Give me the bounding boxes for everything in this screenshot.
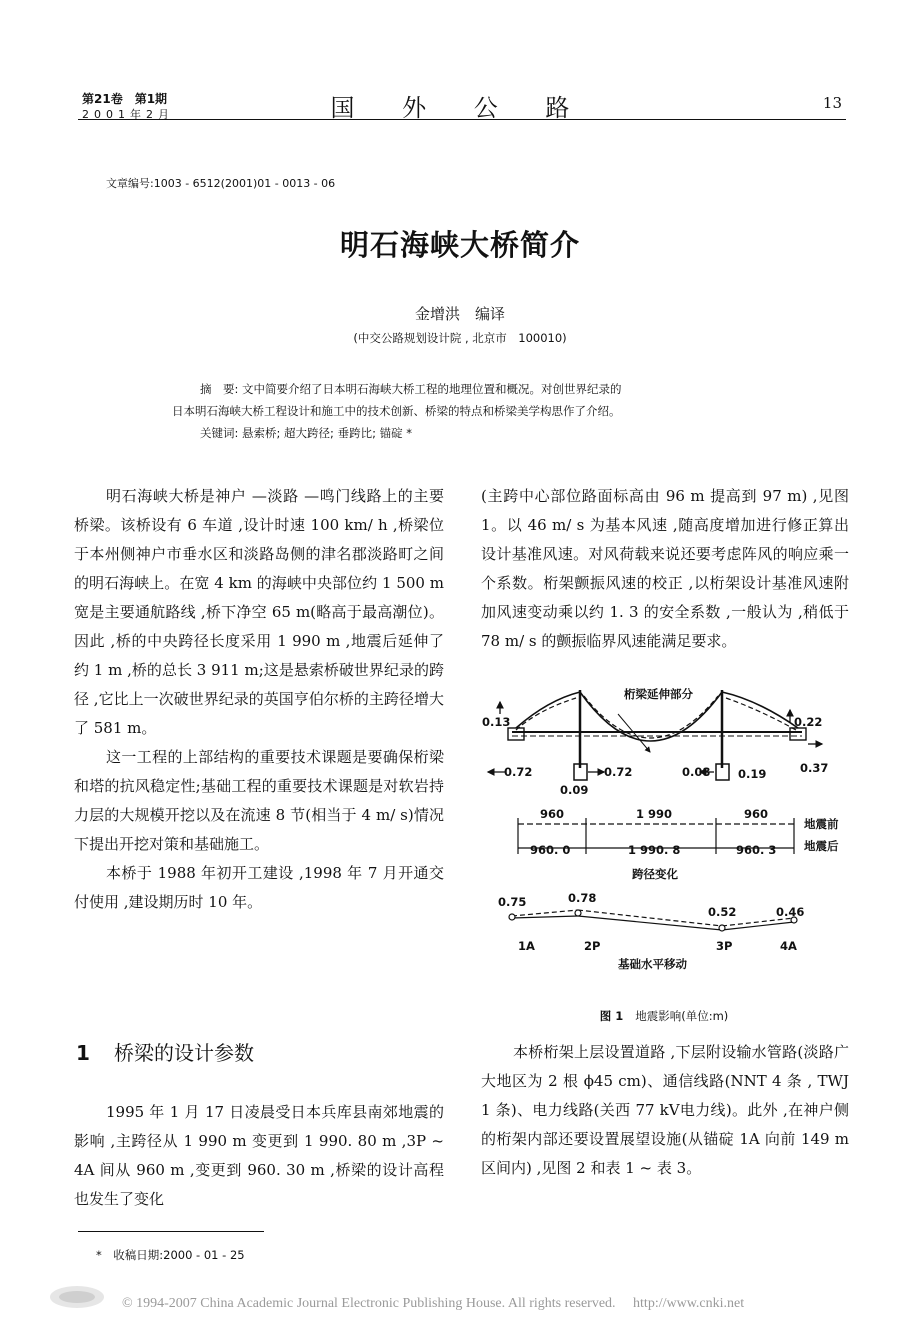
h-left-value: 0.72 xyxy=(504,765,533,779)
footnote-rule xyxy=(78,1231,264,1232)
v-left-value: 0.13 xyxy=(482,715,511,729)
abstract xyxy=(172,378,762,444)
bridge-elevation xyxy=(488,690,822,780)
figure-earthquake-effect xyxy=(478,680,850,980)
span-before-1: 960 xyxy=(540,807,565,821)
extension-label: 桁梁延伸部分 xyxy=(624,687,693,701)
keywords: 关键词: 悬索桥; 超大跨径; 垂跨比; 锚碇 * xyxy=(200,426,413,440)
left-column-continued xyxy=(74,1098,444,1214)
fnd-title: 基础水平移动 xyxy=(618,957,687,971)
side-cable-right xyxy=(722,692,798,728)
anchorage-4a xyxy=(790,728,806,740)
label-after: 地震后 xyxy=(804,839,839,853)
fnd-1a-value: 0.75 xyxy=(498,895,527,909)
h-2p-value: 0.72 xyxy=(604,765,633,779)
v-right-value: 0.22 xyxy=(794,715,823,729)
abstract-line-1: 摘 要: 文中简要介绍了日本明石海峡大桥工程的地理位置和概况。对创世界纪录的 xyxy=(200,382,622,396)
span-before-2: 1 990 xyxy=(636,807,673,821)
section-heading xyxy=(76,1037,254,1066)
right-column xyxy=(481,482,849,656)
left-column xyxy=(74,482,444,917)
article-number: 文章编号:1003 - 6512(2001)01 - 0013 - 06 xyxy=(106,177,336,190)
author: 金增洪 编译 xyxy=(414,305,505,323)
fnd-4a-label: 4A xyxy=(780,939,797,953)
copyright-notice: © 1994-2007 China Academic Journal Electronic Publishing House. All rights reserved. http://www.cnki.net xyxy=(122,1296,745,1311)
right-column-continued xyxy=(481,1038,849,1183)
fnd-1a-label: 1A xyxy=(518,939,535,953)
figure-caption xyxy=(478,1008,850,1024)
fnd-3p-label: 3P xyxy=(716,939,733,953)
paragraph: 明石海峡大桥是神户 —淡路 —鸣门线路上的主要桥梁。该桥设有 6 车道 ,设计时速 100 km/ h ,桥梁位于本州侧神户市垂水区和淡路岛侧的津名郡淡路町之间的明石海峡上。在宽 4 km 的海峡中央部位约 1 500 m 宽是主要通航路线 ,桥下净空 65 m(略高于最高潮位)。因此 ,桥的中央跨径长度采用 1 990 m ,地震后延伸了约 1 m ,桥的总长 3 911 m;这是悬索桥破世界纪录的跨径 ,它比上一次破世界纪录的英国亨伯尔桥的主跨径增大了 581 m。 xyxy=(74,487,444,737)
paragraph: 这一工程的上部结构的重要技术课题是要确保桁梁和塔的抗风稳定性;基础工程的重要技术课题是对软岩持力层的大规模开挖以及在流速 8 节(相当于 4 m/ s)情况下提出开挖对策和基础施工。 xyxy=(74,748,444,853)
label-before: 地震前 xyxy=(804,817,839,831)
section-number: 1 xyxy=(76,1041,90,1065)
span-after-1: 960. 0 xyxy=(530,843,571,857)
span-change-title: 跨径变化 xyxy=(632,867,678,881)
journal-name: 国 外 公 路 xyxy=(330,94,590,122)
abstract-line-2: 日本明石海峡大桥工程设计和施工中的技术创新、桥梁的特点和桥梁美学构思作了介绍。 xyxy=(172,404,621,418)
affiliation: (中交公路规划设计院 , 北京市 100010) xyxy=(353,331,567,345)
span-before-3: 960 xyxy=(744,807,769,821)
foundation-movement-lines xyxy=(509,910,797,931)
fnd-4a-value: 0.46 xyxy=(776,905,805,919)
fnd-2p-value: 0.78 xyxy=(568,891,597,905)
v-2p-value: 0.09 xyxy=(560,783,589,797)
fnd-3p-value: 0.52 xyxy=(708,905,737,919)
page-number: 13 xyxy=(822,94,842,112)
footnote: * 收稿日期:2000 - 01 - 25 xyxy=(96,1248,245,1262)
fnd-2p-label: 2P xyxy=(584,939,601,953)
paragraph: 1995 年 1 月 17 日凌晨受日本兵库县南郊地震的影响 ,主跨径从 1 990 m 变更到 1 990. 80 m ,3P ~ 4A 间从 960 m ,变更到 960. 30 m ,桥梁的设计高程也发生了变化 xyxy=(74,1103,444,1208)
paragraph: 本桥于 1988 年初开工建设 ,1998 年 7 月开通交付使用 ,建设期历时 10 年。 xyxy=(74,864,444,911)
paragraph: (主跨中心部位路面标高由 96 m 提高到 97 m) ,见图 1。以 46 m/ s 为基本风速 ,随高度增加进行修正算出设计基准风速。对风荷载来说还要考虑阵风的响应乘一个系数。桁架颤振风速的校正 ,以桁架设计基准风速附加风速变动乘以约 1. 3 的安全系数 ,一般认为 ,稍低于 78 m/ s 的颤振临界风速能满足要求。 xyxy=(481,487,849,650)
header-volume: 第21卷 第1期 xyxy=(82,92,168,106)
paragraph: 本桥桁架上层设置道路 ,下层附设输水管路(淡路广大地区为 2 根 ϕ45 cm)、通信线路(NNT 4 条 , TWJ 1 条)、电力线路(关西 77 kV电力线)。此外 ,在神户侧的桁架内部还要设置展望设施(从锚碇 1A 向前 149 m 区间内) ,见图 2 和表 1 ~ 表 3。 xyxy=(481,1043,849,1177)
span-after-3: 960. 3 xyxy=(736,843,777,857)
header-date: 2001年2月 xyxy=(82,108,174,121)
h-3p-value: 0.08 xyxy=(682,765,711,779)
span-after-2: 1 990. 8 xyxy=(628,843,681,857)
caption-number: 图 1 xyxy=(599,1009,624,1023)
h-right-value: 0.37 xyxy=(800,761,829,775)
article-title: 明石海峡大桥简介 xyxy=(339,228,580,262)
caption-text: 地震影响(单位:m) xyxy=(635,1009,729,1023)
section-title: 桥梁的设计参数 xyxy=(114,1041,254,1065)
cnki-logo xyxy=(48,1284,106,1310)
v-3p-value: 0.19 xyxy=(738,767,767,781)
header-rule xyxy=(78,119,846,120)
